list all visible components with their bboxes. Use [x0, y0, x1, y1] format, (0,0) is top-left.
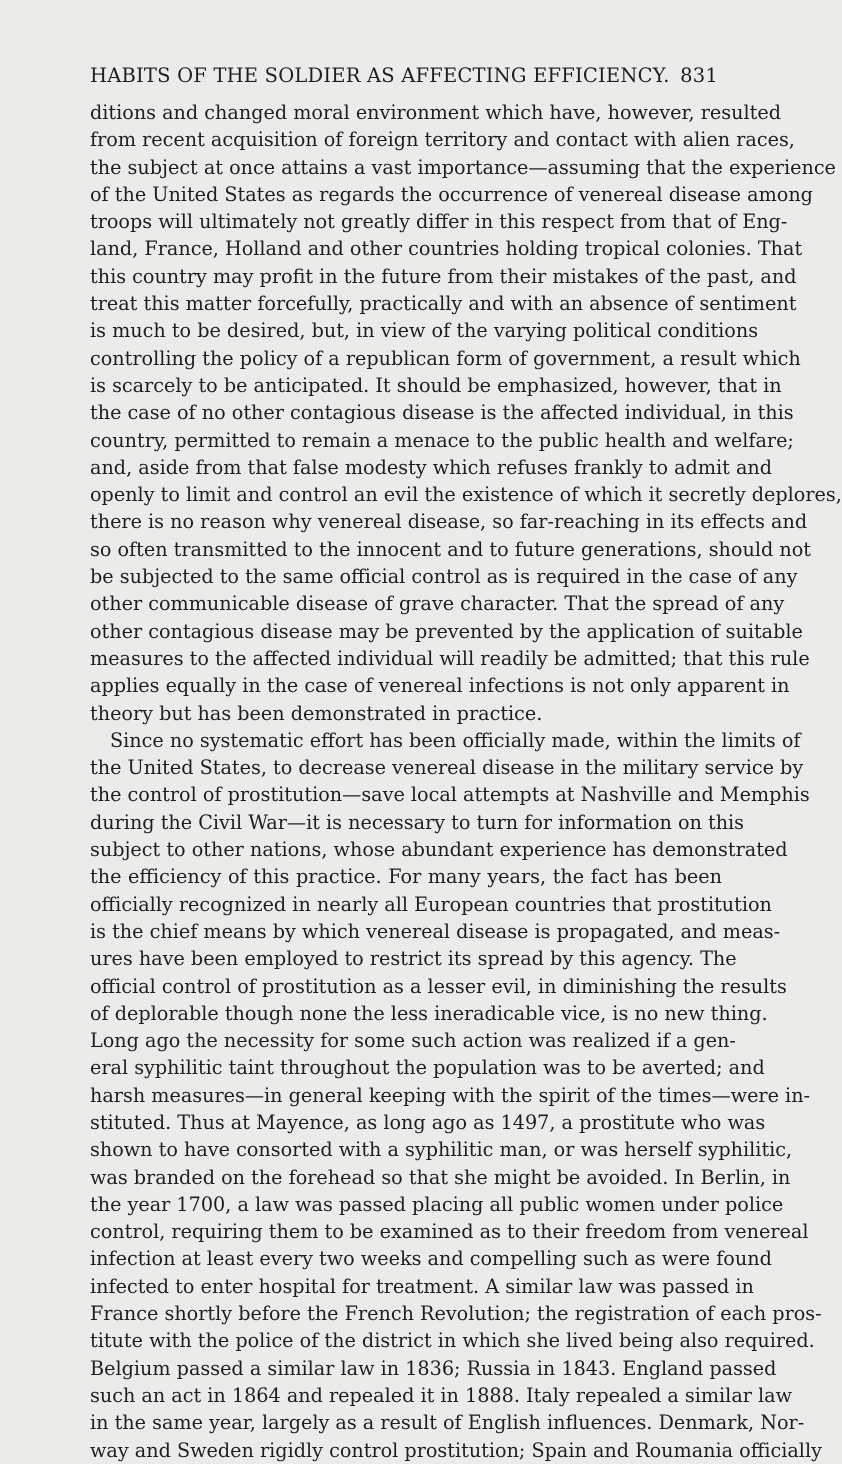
running-title: HABITS OF THE SOLDIER AS AFFECTING EFFICIENCY. [90, 64, 670, 87]
body-text [90, 99, 842, 1464]
text-line: is much to be desired, but, in view of the varying political conditions [90, 319, 759, 343]
text-line: measures to the affected individual will readily be admitted; that this rule [90, 646, 810, 670]
text-line: country, permitted to remain a menace to the public health and welfare; [90, 428, 794, 452]
text-line: officially recognized in nearly all European countries that prostitution [90, 892, 772, 916]
text-line: infected to enter hospital for treatment. A similar law was passed in [90, 1274, 754, 1298]
text-line: the year 1700, a law was passed placing all public women under police [90, 1192, 784, 1216]
text-line: Long ago the necessity for some such action was realized if a gen- [90, 1029, 736, 1053]
text-line: applies equally in the case of venereal infections is not only apparent in [90, 674, 790, 698]
text-line: and, aside from that false modesty which refuses frankly to admit and [90, 455, 773, 479]
text-line: troops will ultimately not greatly differ in this respect from that of Eng- [90, 210, 788, 234]
paragraph-start-line: Since no systematic effort has been officially made, within the limits of [110, 728, 801, 752]
text-line: titute with the police of the district in which she lived being also required. [90, 1329, 815, 1353]
page-number: 831 [680, 64, 718, 87]
text-line: is scarcely to be anticipated. It should be emphasized, however, that in [90, 373, 782, 397]
text-line: France shortly before the French Revolution; the registration of each pros- [90, 1302, 822, 1326]
text-line: land, France, Holland and other countries holding tropical colonies. That [90, 237, 803, 261]
text-line: in the same year, largely as a result of English influences. Denmark, Nor- [90, 1411, 805, 1435]
text-line: be subjected to the same official control as is required in the case of any [90, 565, 798, 589]
text-line: from recent acquisition of foreign territory and contact with alien races, [90, 128, 795, 152]
text-line: eral syphilitic taint throughout the population was to be averted; and [90, 1056, 765, 1080]
text-line: control, requiring them to be examined as to their freedom from venereal [90, 1220, 809, 1244]
text-line: subject to other nations, whose abundant experience has demonstrated [90, 838, 788, 862]
text-line: official control of prostitution as a lesser evil, in diminishing the results [90, 974, 787, 998]
paragraph-end-line: theory but has been demonstrated in practice. [90, 701, 543, 725]
text-line: other contagious disease may be prevented by the application of suitable [90, 619, 803, 643]
text-line: is the chief means by which venereal disease is propagated, and meas- [90, 919, 781, 943]
text-line: the subject at once attains a vast importance—assuming that the experience [90, 155, 836, 179]
text-line: other communicable disease of grave character. That the spread of any [90, 592, 785, 616]
text-line: openly to limit and control an evil the existence of which it secretly deplores, [90, 483, 842, 507]
text-line: the case of no other contagious disease is the affected individual, in this [90, 401, 794, 425]
text-line: Belgium passed a similar law in 1836; Russia in 1843. England passed [90, 1356, 777, 1380]
text-line: controlling the policy of a republican form of government, a result which [90, 346, 801, 370]
text-line: the control of prostitution—save local attempts at Nashville and Memphis [90, 783, 810, 807]
text-line: of the United States as regards the occurrence of venereal disease among [90, 182, 813, 206]
running-header [90, 64, 718, 92]
text-line: shown to have consorted with a syphilitic man, or was herself syphilitic, [90, 1138, 793, 1162]
text-line: harsh measures—in general keeping with the spirit of the times—were in- [90, 1083, 811, 1107]
text-line: ditions and changed moral environment which have, however, resulted [90, 101, 781, 124]
text-line: way and Sweden rigidly control prostitution; Spain and Roumania officially [90, 1438, 822, 1462]
text-line: of deplorable though none the less ineradicable vice, is no new thing. [90, 1001, 768, 1025]
text-line: treat this matter forcefully, practically and with an absence of sentiment [90, 292, 797, 316]
text-line: ures have been employed to restrict its spread by this agency. The [90, 947, 737, 971]
text-line: infection at least every two weeks and compelling such as were found [90, 1247, 772, 1271]
text-line: during the Civil War—it is necessary to turn for information on this [90, 810, 745, 834]
text-line: was branded on the forehead so that she might be avoided. In Berlin, in [90, 1165, 791, 1189]
text-line: such an act in 1864 and repealed it in 1888. Italy repealed a similar law [90, 1383, 793, 1407]
text-line: the efficiency of this practice. For many years, the fact has been [90, 865, 722, 889]
text-line: stituted. Thus at Mayence, as long ago as 1497, a prostitute who was [90, 1110, 766, 1134]
text-line: there is no reason why venereal disease, so far-reaching in its effects and [90, 510, 808, 534]
text-line: so often transmitted to the innocent and to future generations, should not [90, 537, 811, 561]
text-line: this country may profit in the future from their mistakes of the past, and [90, 264, 797, 288]
text-line: the United States, to decrease venereal disease in the military service by [90, 756, 804, 780]
